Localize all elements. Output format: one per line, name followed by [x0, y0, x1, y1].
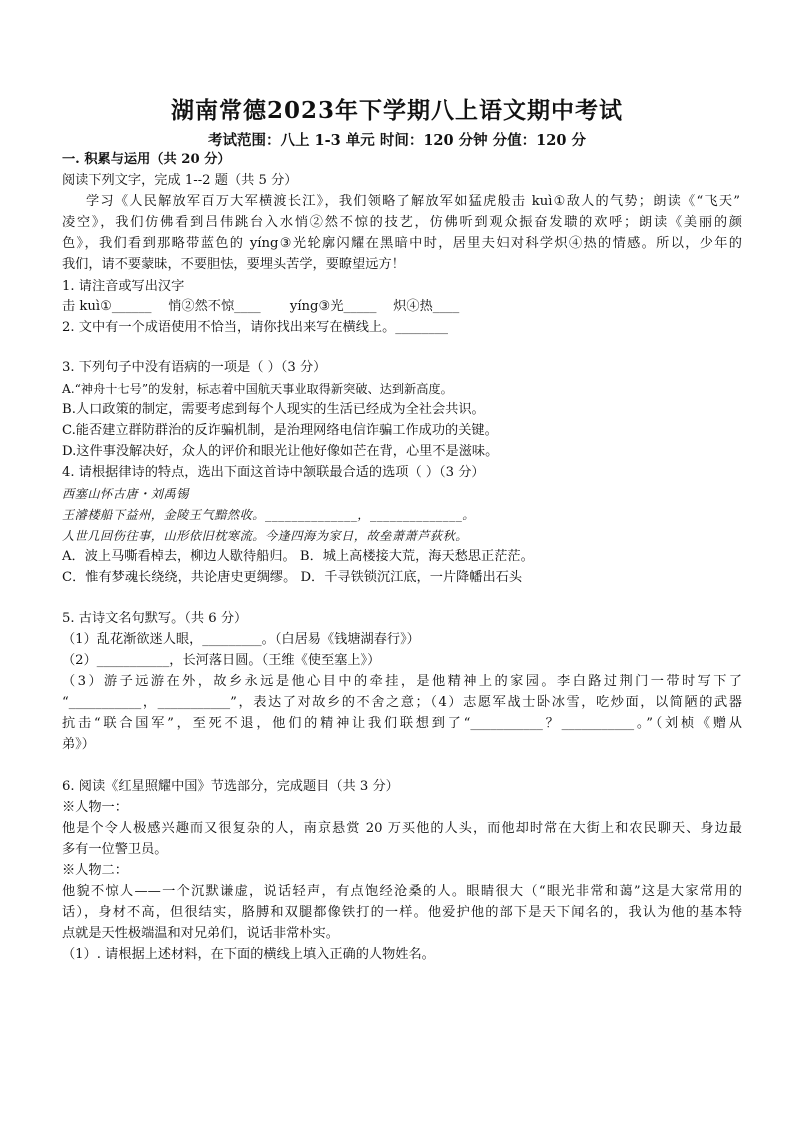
question-1-items: 击 kuì①______ 悄②然不惊____ yíng③光_____ 炽④热____: [62, 299, 460, 314]
character-2-text: 话），身材不高，但很结实，胳膊和双腿都像铁打的一样。他爱护他的部下是天下闻名的，我认为他的基本特: [62, 905, 742, 920]
option-b: B.人口政策的制定，需要考虑到每个人现实的生活已经成为全社会共识。: [62, 402, 485, 417]
character-1-text: 多有一位警卫员。: [62, 842, 168, 857]
exam-info: 考试范围：八上 1-3 单元 时间：120 分钟 分值：120 分: [207, 132, 587, 149]
fill-line: （3）游子远游在外，故乡永远是他心目中的牵挂，是他精神上的家园。李白路过荆门一带时写下了: [62, 674, 742, 689]
page-title: 湖南常德2023年下学期八上语文期中考试: [170, 97, 623, 124]
question-1: 1. 请注音或写出汉字: [62, 279, 185, 294]
poem-line: 王濬楼船下益州，金陵王气黯然收。______________，______________。: [62, 508, 475, 522]
question-6: 6. 阅读《红星照耀中国》节选部分，完成题目（共 3 分）: [62, 779, 399, 794]
character-2-text: 点就是天性极端温和对兄弟们，说话非常朴实。: [62, 926, 339, 941]
poem-line: 人世几回伤往事，山形依旧枕寒流。今逢四海为家日，故垒萧萧芦荻秋。: [62, 529, 468, 543]
option-ab: A．波上马嘶看棹去，柳边人歇待船归。 B．城上高楼接大荒，海天愁思正茫茫。: [62, 549, 534, 564]
fill-line: 弟》）: [62, 737, 95, 752]
passage-line: 学习《人民解放军百万大军横渡长江》，我们领略了解放军如猛虎般击 kuì①敌人的气势；朗读《“飞天”: [86, 194, 740, 209]
passage-line: 我们，请不要蒙昧，不要胆怯，要埋头苦学，要瞭望远方！: [62, 257, 405, 272]
section-heading: 一. 积累与运用（共 20 分）: [62, 152, 231, 167]
option-cd: C．惟有梦魂长绕绕，共论唐史更绸缪。 D．千寻铁锁沉江底，一片降幡出石头: [62, 570, 523, 585]
fill-line: （2）___________，长河落日圆。（王维《使至塞上》）: [62, 653, 381, 668]
passage-line: 色》，我们看到那略带蓝色的 yíng③光轮廓闪耀在黑暗中时，居里夫妇对科学炽④热的情感。所以，少年的: [62, 236, 742, 251]
poem-title: 西塞山怀古唐・刘禹锡: [62, 487, 189, 501]
passage-intro: 阅读下列文字，完成 1--2 题（共 5 分）: [62, 173, 298, 188]
option-c: C.能否建立群防群治的反诈骗机制，是治理网络电信诈骗工作成功的关键。: [62, 423, 498, 438]
fill-line: （1）乱花渐欲迷人眼，_________。（白居易《钱塘湖春行》）: [62, 632, 420, 647]
character-2-label: ※人物二：: [62, 863, 128, 878]
passage-line: 凌空》，我们仿佛看到吕伟跳台入水悄②然不惊的技艺，仿佛听到观众振奋发聩的欢呼；朗读《美丽的颜: [62, 215, 742, 230]
question-4: 4. 请根据律诗的特点，选出下面这首诗中颔联最合适的选项（ ）（3 分）: [62, 465, 485, 480]
character-1-label: ※人物一：: [62, 800, 128, 815]
fill-line: 抗击“联合国军”，至死不退，他们的精神让我们联想到了“___________？___________。”（刘桢《赠从: [62, 716, 742, 731]
fill-line: “___________，___________”，表达了对故乡的不舍之意；（4）志愿军战士卧冰雪，吃炒面，以简陋的武器: [62, 695, 742, 710]
question-5: 5. 古诗文名句默写。（共 6 分）: [62, 611, 248, 626]
option-d: D.这件事没解决好，众人的评价和眼光让他好像如芒在背，心里不是滋味。: [62, 444, 499, 459]
character-1-text: 他是个令人极感兴趣而又很复杂的人，南京悬赏 20 万买他的人头，而他却时常在大街上和农民聊天、身边最: [62, 821, 742, 836]
question-3: 3. 下列句子中没有语病的一项是（ ）（3 分）: [62, 360, 327, 375]
character-2-text: 他貌不惊人——一个沉默谦虚，说话轻声，有点饱经沧桑的人。眼睛很大（“眼光非常和蔼”这是大家常用的: [62, 884, 742, 899]
question-2: 2. 文中有一个成语使用不恰当，请你找出来写在横线上。________: [62, 320, 449, 335]
question-6-sub-1: （1）. 请根据上述材料，在下面的横线上填入正确的人物姓名。: [62, 947, 435, 962]
option-a: A.“神舟十七号”的发射，标志着中国航天事业取得新突破、达到新高度。: [62, 382, 453, 396]
